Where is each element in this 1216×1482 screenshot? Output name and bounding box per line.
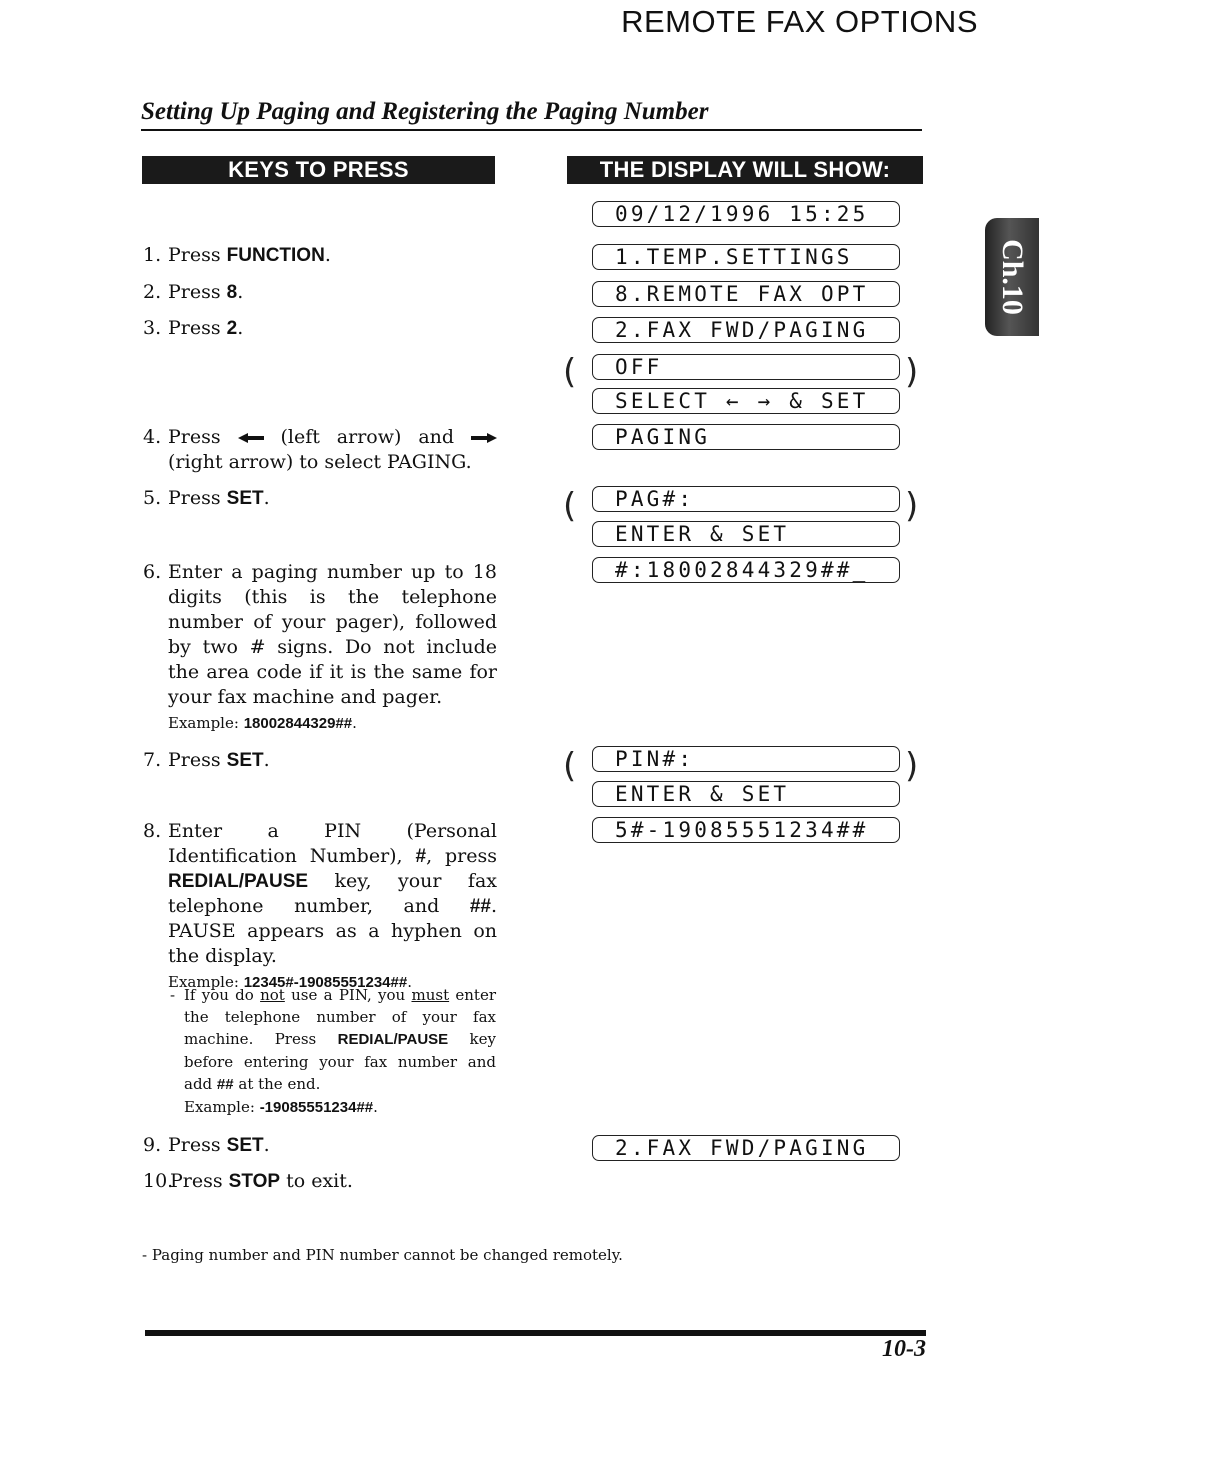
- step-text: to exit.: [280, 1170, 353, 1192]
- step-text: Enter a paging number up to 18 digits (this is the telephone number of your pager), followed by two # signs. Do not include the area code if it is the same for your fax machine and pager.: [168, 561, 497, 708]
- step-5: [143, 486, 497, 511]
- lcd-display: PAG#:: [592, 486, 900, 512]
- key-redial-pause: REDIAL/PAUSE: [168, 871, 309, 892]
- footer-rule: [145, 1330, 926, 1336]
- hash-symbol: #: [415, 846, 427, 867]
- example-post: .: [373, 1098, 378, 1116]
- step-number: 3.: [143, 317, 162, 339]
- example-value: 18002844329##: [243, 715, 353, 732]
- pin-note: [170, 984, 496, 1119]
- step-text: Press: [168, 281, 227, 303]
- right-arrow-icon: [471, 433, 497, 443]
- step-text: .: [237, 317, 244, 339]
- step-4: [143, 425, 497, 475]
- step-text: , press: [426, 845, 497, 867]
- step-number: 1.: [143, 244, 162, 266]
- double-hash: ##: [216, 1076, 234, 1093]
- chapter-tab-label: Ch.10: [996, 239, 1029, 315]
- step-text: Press: [168, 317, 227, 339]
- step-number: 8.: [143, 820, 162, 842]
- step-text: (right arrow) to select PAGING.: [168, 451, 472, 473]
- note-emphasis: not: [260, 986, 285, 1004]
- note-text: at the end.: [233, 1075, 321, 1093]
- step-text: Press: [168, 244, 227, 266]
- step-text: Press: [170, 1170, 229, 1192]
- lcd-display: 2.FAX FWD/PAGING: [592, 1135, 900, 1161]
- step-text: (left arrow) and: [280, 426, 472, 448]
- key-function: FUNCTION: [226, 245, 325, 266]
- double-hash: ##: [469, 896, 491, 917]
- lcd-display: #:18002844329##_: [592, 557, 900, 583]
- footnote: - Paging number and PIN number cannot be changed remotely.: [142, 1246, 623, 1264]
- note-text: enter the telephone number of your fax machine. Press: [184, 986, 496, 1048]
- step-number: 6.: [143, 561, 162, 583]
- lcd-display: ENTER & SET: [592, 781, 900, 807]
- step-text: Press: [168, 1134, 227, 1156]
- alternating-bracket-left: (: [563, 352, 577, 392]
- step-number: 2.: [143, 281, 162, 303]
- step-text: Press: [168, 487, 227, 509]
- alternating-bracket-left: (: [563, 486, 577, 526]
- step-number: 10.: [143, 1170, 174, 1192]
- step-3: [143, 316, 497, 341]
- lcd-display: SELECT ← → & SET: [592, 388, 900, 414]
- step-10: [143, 1169, 497, 1194]
- lcd-display: 8.REMOTE FAX OPT: [592, 281, 900, 307]
- step-8: [143, 819, 497, 994]
- lcd-display: OFF: [592, 354, 900, 380]
- key-2: 2: [226, 318, 238, 339]
- note-text: key before entering your fax number and add: [184, 1030, 496, 1093]
- step-text: .: [324, 244, 331, 266]
- key-redial-pause: REDIAL/PAUSE: [337, 1031, 449, 1048]
- lcd-display: 1.TEMP.SETTINGS: [592, 244, 900, 270]
- step-text: key, your fax telephone number, and: [168, 870, 497, 917]
- example-label: Example:: [168, 973, 244, 991]
- key-set: SET: [226, 488, 264, 509]
- key-8: 8: [226, 282, 238, 303]
- alternating-bracket-left: (: [563, 746, 577, 786]
- example-value: 12345#-19085551234##: [243, 974, 408, 991]
- lcd-display: ENTER & SET: [592, 521, 900, 547]
- example-post: .: [407, 973, 412, 991]
- left-arrow-icon: [238, 433, 264, 443]
- step-1: [143, 243, 497, 268]
- note-emphasis: must: [411, 986, 450, 1004]
- note-dash: -: [170, 986, 176, 1004]
- section-title: Setting Up Paging and Registering the Paging Number: [141, 98, 709, 125]
- example-post: .: [352, 714, 357, 732]
- step-text: .: [237, 281, 244, 303]
- step-text: Press: [168, 749, 227, 771]
- step-7: [143, 748, 497, 773]
- step-text: . PAUSE appears as a hyphen on the display.: [168, 895, 497, 967]
- alternating-bracket-right: ): [905, 352, 919, 392]
- keys-to-press-header: KEYS TO PRESS: [142, 156, 495, 184]
- section-divider: [141, 129, 922, 131]
- chapter-tab: [985, 218, 1039, 336]
- key-stop: STOP: [228, 1171, 281, 1192]
- lcd-display: PIN#:: [592, 746, 900, 772]
- step-number: 7.: [143, 749, 162, 771]
- lcd-display: 09/12/1996 15:25: [592, 201, 900, 227]
- alternating-bracket-right: ): [905, 486, 919, 526]
- step-text: .: [263, 487, 270, 509]
- step-number: 5.: [143, 487, 162, 509]
- page-number: 10-3: [882, 1336, 926, 1362]
- lcd-display: 2.FAX FWD/PAGING: [592, 317, 900, 343]
- display-will-show-header: THE DISPLAY WILL SHOW:: [567, 156, 923, 184]
- example-label: Example:: [184, 1098, 260, 1116]
- step-text: .: [263, 749, 270, 771]
- key-set: SET: [226, 750, 264, 771]
- step-number: 4.: [143, 426, 162, 448]
- step-number: 9.: [143, 1134, 162, 1156]
- example-value: -19085551234##: [259, 1099, 374, 1116]
- header-title: REMOTE FAX OPTIONS: [621, 4, 978, 39]
- lcd-display: PAGING: [592, 424, 900, 450]
- example-label: Example:: [168, 714, 244, 732]
- step-text: .: [263, 1134, 270, 1156]
- step-2: [143, 280, 497, 305]
- step-9: [143, 1133, 497, 1158]
- step-6: [143, 560, 497, 735]
- alternating-bracket-right: ): [905, 746, 919, 786]
- lcd-display: 5#-19085551234##: [592, 817, 900, 843]
- step-text: Press: [168, 426, 238, 448]
- step-text: Enter a PIN (Personal Identification Number),: [168, 820, 497, 867]
- note-text: If you do: [184, 986, 261, 1004]
- key-set: SET: [226, 1135, 264, 1156]
- note-text: use a PIN, you: [284, 986, 412, 1004]
